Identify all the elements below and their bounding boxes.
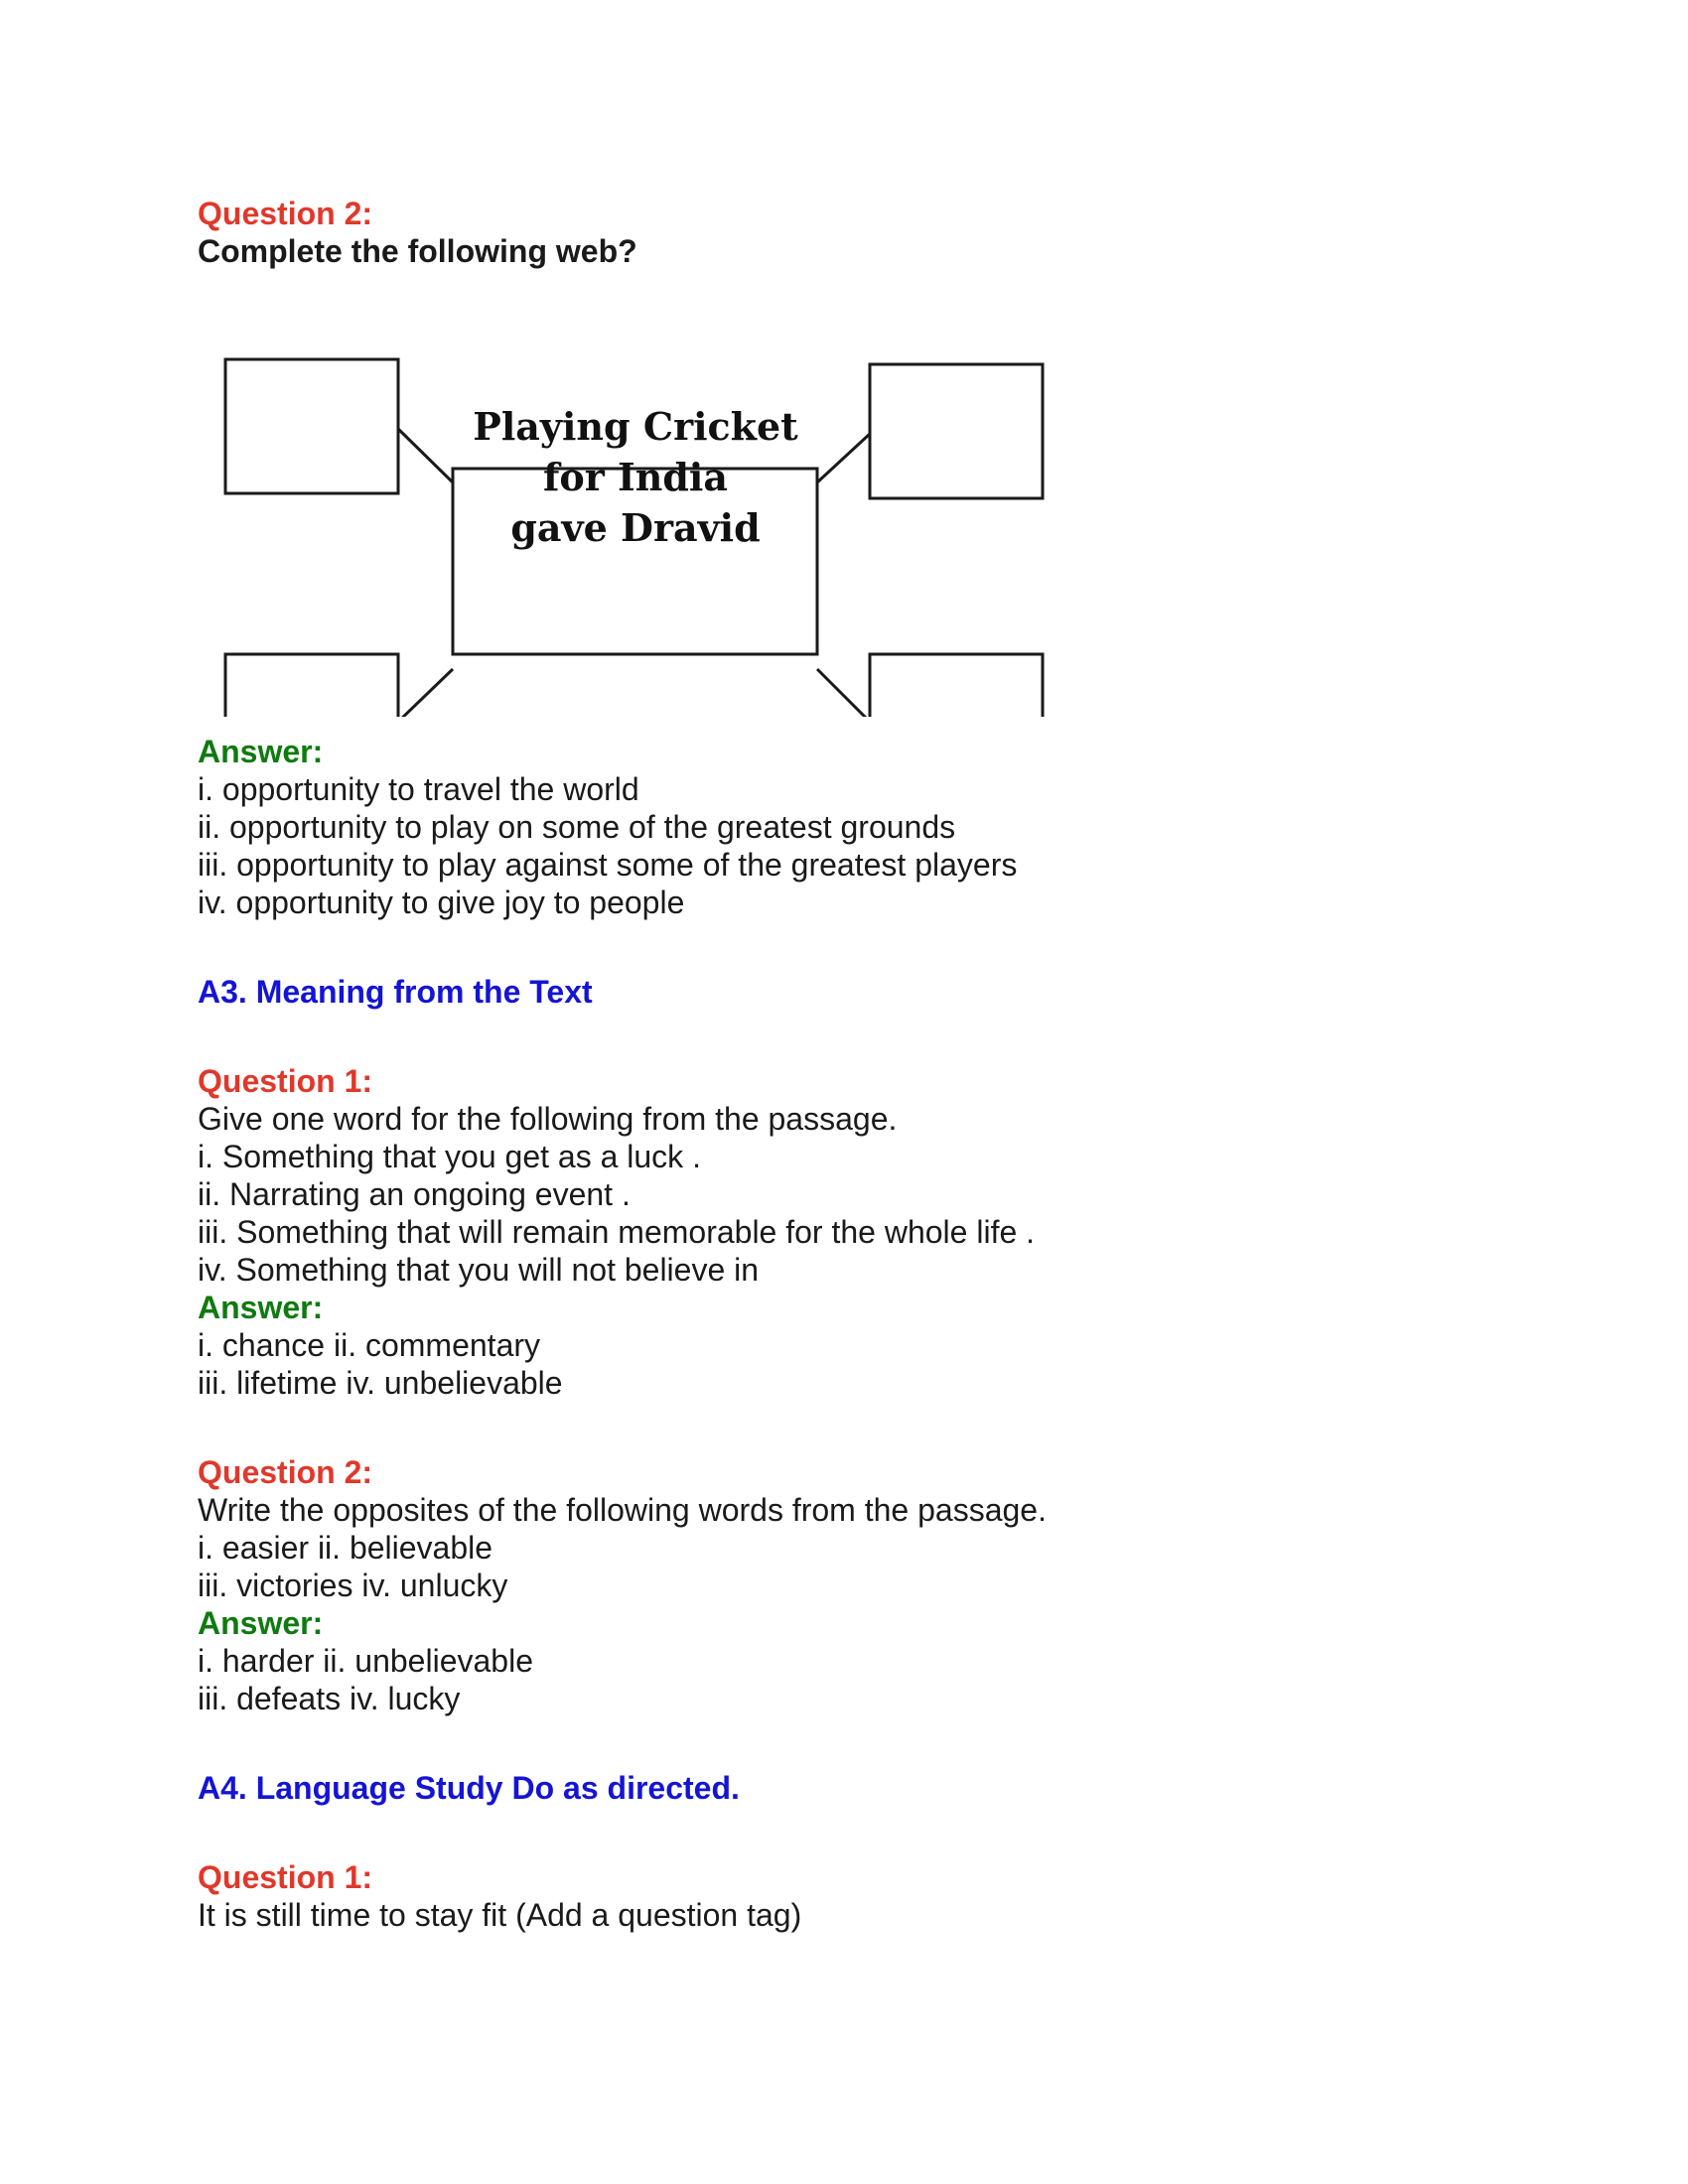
answer-line: iv. opportunity to give joy to people bbox=[198, 885, 685, 920]
answer-line: ii. opportunity to play on some of the greatest grounds bbox=[198, 809, 956, 845]
question-line: Write the opposites of the following words from the passage. bbox=[198, 1492, 1047, 1528]
question-prompt: Complete the following web? bbox=[198, 233, 637, 269]
question-label: Question 1: bbox=[198, 1063, 373, 1099]
answer-label: Answer: bbox=[198, 1290, 324, 1325]
section-heading: A4. Language Study Do as directed. bbox=[198, 1770, 740, 1806]
web-diagram bbox=[198, 270, 1071, 717]
question-line: iii. victories iv. unlucky bbox=[198, 1568, 508, 1603]
answer-line: iii. lifetime iv. unbelievable bbox=[198, 1365, 563, 1401]
question-line: i. Something that you get as a luck . bbox=[198, 1139, 701, 1174]
question-line: i. easier ii. believable bbox=[198, 1530, 493, 1566]
web-box-top-left bbox=[225, 359, 398, 493]
answer-line: iii. opportunity to play against some of the greatest players bbox=[198, 847, 1018, 883]
answer-label: Answer: bbox=[198, 734, 324, 769]
question-line: ii. Narrating an ongoing event . bbox=[198, 1176, 631, 1212]
question-line: It is still time to stay fit (Add a question tag) bbox=[198, 1897, 802, 1933]
web-box-bottom-right bbox=[870, 654, 1043, 717]
web-box-top-right bbox=[870, 364, 1043, 498]
web-center-line: for India bbox=[543, 455, 728, 499]
web-center-text bbox=[454, 401, 817, 553]
answer-line: i. chance ii. commentary bbox=[198, 1327, 541, 1363]
question-label: Question 2: bbox=[198, 1454, 373, 1490]
answer-line: i. harder ii. unbelievable bbox=[198, 1643, 533, 1679]
answer-line: iii. defeats iv. lucky bbox=[198, 1681, 461, 1716]
question-line: Give one word for the following from the passage. bbox=[198, 1101, 898, 1137]
section-heading: A3. Meaning from the Text bbox=[198, 974, 593, 1010]
question-label: Question 2: bbox=[198, 196, 373, 231]
web-box-bottom-left bbox=[225, 654, 398, 717]
web-connector-bottom-left bbox=[398, 669, 453, 717]
web-center-line: Playing Cricket bbox=[473, 404, 798, 449]
question-line: iv. Something that you will not believe in bbox=[198, 1252, 760, 1288]
worksheet-page bbox=[198, 195, 1389, 1934]
answer-line: i. opportunity to travel the world bbox=[198, 771, 639, 807]
answer-label: Answer: bbox=[198, 1605, 324, 1641]
web-connector-top-right bbox=[817, 434, 870, 482]
web-connector-top-left bbox=[398, 429, 453, 482]
web-connector-bottom-right bbox=[817, 669, 870, 717]
question-line: iii. Something that will remain memorable for the whole life . bbox=[198, 1214, 1036, 1250]
web-center-line: gave Dravid bbox=[510, 505, 761, 550]
question-label: Question 1: bbox=[198, 1859, 373, 1895]
